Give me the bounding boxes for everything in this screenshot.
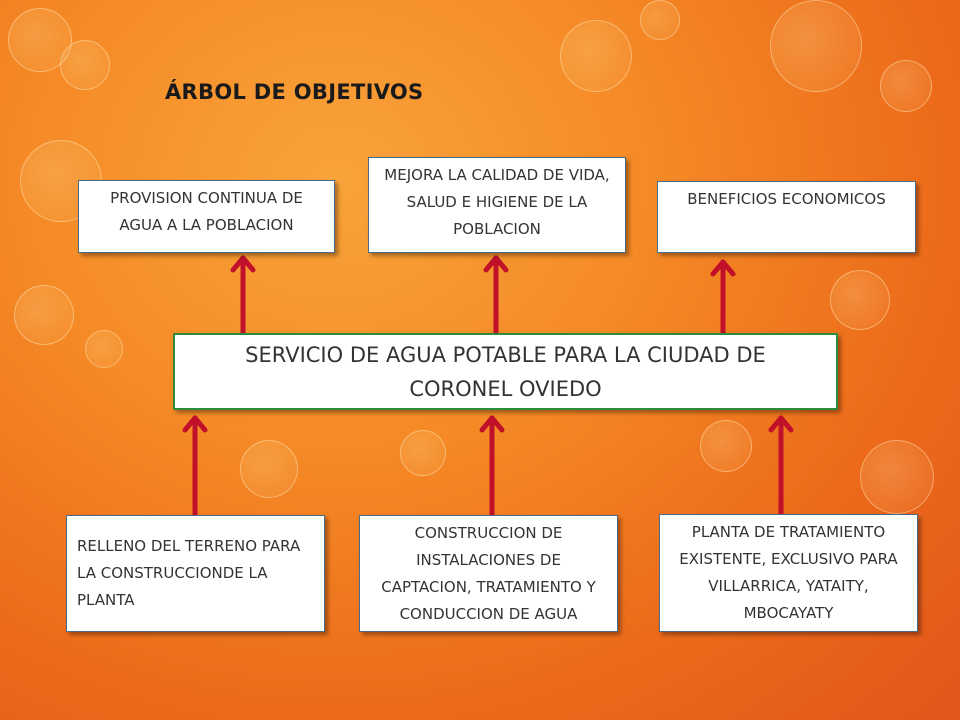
arrow-up-icon: [486, 258, 506, 335]
arrow-up-icon: [482, 418, 502, 515]
central-objective-text: SERVICIO DE AGUA POTABLE PARA LA CIUDAD DE CORONEL OVIEDO: [245, 342, 766, 401]
means-box-construction: [359, 515, 618, 632]
end-box-text: BENEFICIOS ECONOMICOS: [687, 190, 886, 208]
arrow-up-icon: [713, 262, 733, 335]
end-box-water-supply: [78, 180, 335, 253]
end-box-text: PROVISION CONTINUA DE AGUA A LA POBLACION: [110, 189, 303, 234]
means-box-existing-plant: [659, 514, 918, 632]
arrow-up-icon: [233, 258, 253, 335]
means-box-text: CONSTRUCCION DE INSTALACIONES DE CAPTACION, TRATAMIENTO Y CONDUCCION DE AGUA: [381, 524, 596, 623]
end-box-quality-of-life: [368, 157, 626, 253]
end-box-text: MEJORA LA CALIDAD DE VIDA, SALUD E HIGIENE DE LA POBLACION: [384, 166, 610, 238]
means-box-text: PLANTA DE TRATAMIENTO EXISTENTE, EXCLUSIVO PARA VILLARRICA, YATAITY, MBOCAYATY: [679, 523, 898, 622]
end-box-economic-benefits: [657, 181, 916, 253]
arrow-up-icon: [771, 418, 791, 515]
means-box-land-fill: [66, 515, 325, 632]
central-objective-box: [173, 333, 838, 410]
diagram-title: ÁRBOL DE OBJETIVOS: [165, 80, 424, 104]
arrow-up-icon: [185, 418, 205, 515]
means-box-text: RELLENO DEL TERRENO PARA LA CONSTRUCCIONDE LA PLANTA: [77, 537, 301, 609]
